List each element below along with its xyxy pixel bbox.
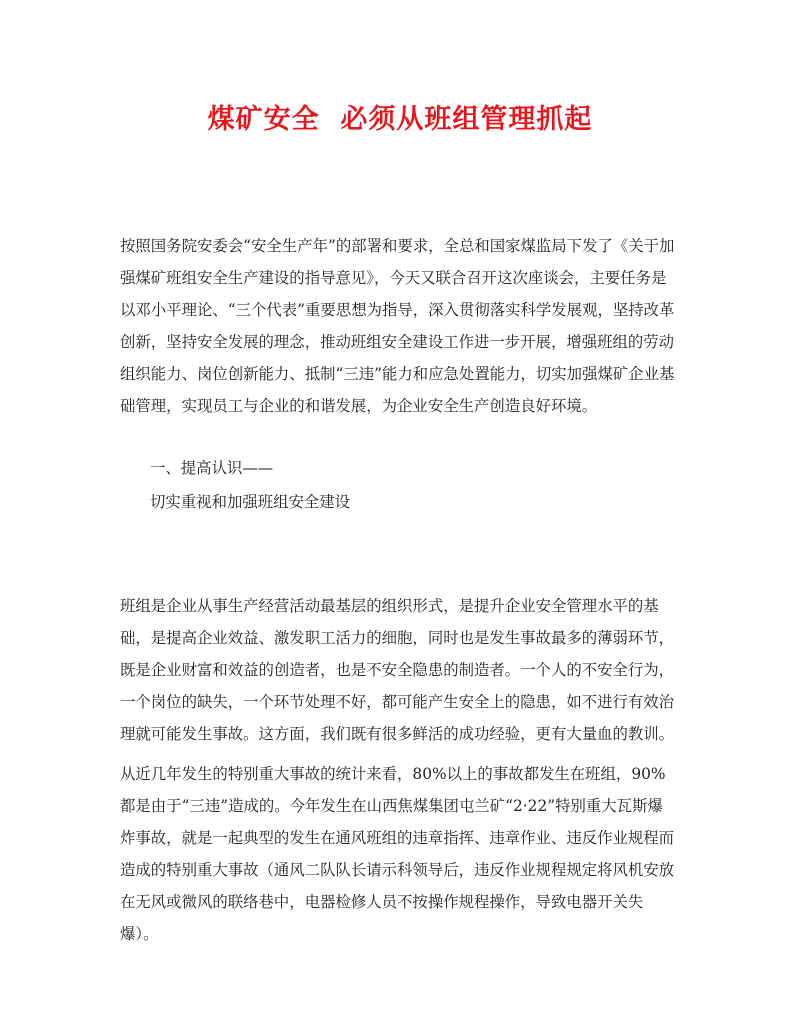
paragraph-team-role: 班组是企业从事生产经营活动最基层的组织形式，是提升企业安全管理水平的基础，是提高企业效益、激发职工活力的细胞，同时也是发生事故最多的薄弱环节，既是企业财富和效益的创造者，也是不安全隐患的制造者。一个人的不安全行为，一个岗位的缺失，一个环节处理不好，都可能产生安全上的隐患，如不进行有效治理就可能发生事故。这方面，我们既有很多鲜活的成功经验，更有大量血的教训。 xyxy=(120,597,675,743)
paragraph-accident-stats: 从近几年发生的特别重大事故的统计来看，80%以上的事故都发生在班组，90%都是由于“三违”造成的。今年发生在山西焦煤集团屯兰矿“2·22”特别重大瓦斯爆炸事故，就是一起典型的发生在通风班组的违章指挥、违章作业、违反作业规程而造成的特别重大事故（通风二队队长请示科领导后，违反作业规程规定将风机安放在无风或微风的联络巷中，电器检修人员不按操作规程操作，导致电器开关失爆）。 xyxy=(120,765,675,943)
document-title: 煤矿安全 必须从班组管理抓起 xyxy=(207,104,593,135)
section-heading-line-2: 切实重视和加强班组安全建设 xyxy=(150,493,351,511)
paragraph-intro: 按照国务院安委会“安全生产年”的部署和要求，全总和国家煤监局下发了《关于加强煤矿班组安全生产建设的指导意见》，今天又联合召开这次座谈会，主要任务是以邓小平理论、“三个代表”重要思想为指导，深入贯彻落实科学发展观，坚持改革创新，坚持安全发展的理念，推动班组安全建设工作进一步开展，增强班组的劳动组织能力、岗位创新能力、抵制“三违”能力和应急处置能力，切实加强煤矿企业基础管理，实现员工与企业的和谐发展，为企业安全生产创造良好环境。 xyxy=(120,237,675,415)
section-heading-line-1: 一、提高认识—— xyxy=(150,459,274,477)
